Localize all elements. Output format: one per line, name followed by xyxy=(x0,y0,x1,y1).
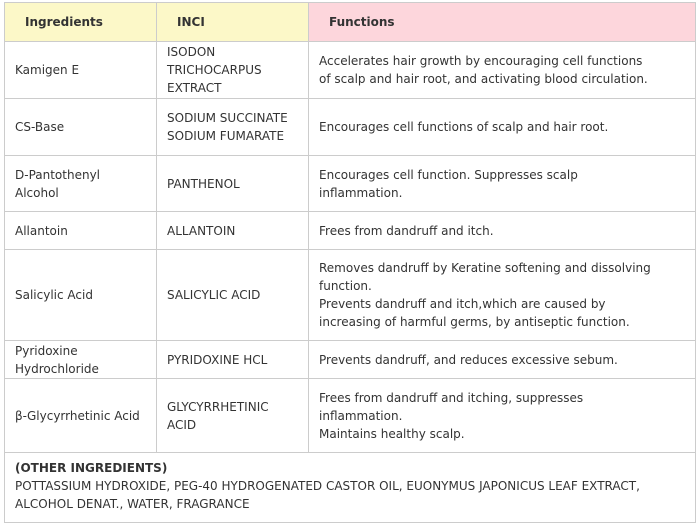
table-row xyxy=(5,212,696,250)
table-row xyxy=(5,99,696,156)
inci-name: PYRIDOXINE HCL xyxy=(157,341,309,379)
ingredient-name: D-Pantothenyl Alcohol xyxy=(5,156,157,212)
ingredient-name: Salicylic Acid xyxy=(5,250,157,341)
inci-name: ALLANTOIN xyxy=(157,212,309,250)
other-ingredients xyxy=(5,453,696,523)
ingredient-name: Allantoin xyxy=(5,212,157,250)
table-row xyxy=(5,250,696,341)
function-text: Frees from dandruff and itching, suppresses inflammation. Maintains healthy scalp. xyxy=(309,379,696,453)
function-text: Accelerates hair growth by encouraging cell functions of scalp and hair root, and activating blood circulation. xyxy=(309,42,696,99)
table-row xyxy=(5,156,696,212)
ingredient-name: CS-Base xyxy=(5,99,157,156)
function-text: Encourages cell functions of scalp and hair root. xyxy=(309,99,696,156)
header-ingredients: Ingredients xyxy=(5,3,157,42)
ingredient-name: β-Glycyrrhetinic Acid xyxy=(5,379,157,453)
inci-name: PANTHENOL xyxy=(157,156,309,212)
other-ingredients-title: (OTHER INGREDIENTS) xyxy=(15,461,168,475)
inci-name: SALICYLIC ACID xyxy=(157,250,309,341)
function-text: Removes dandruff by Keratine softening and dissolving function. Prevents dandruff and itch,which are caused by increasing of harmful germs, by antiseptic function. xyxy=(309,250,696,341)
header-functions: Functions xyxy=(309,3,696,42)
table-row xyxy=(5,379,696,453)
function-text: Prevents dandruff, and reduces excessive sebum. xyxy=(309,341,696,379)
inci-name: SODIUM SUCCINATE SODIUM FUMARATE xyxy=(157,99,309,156)
table-row xyxy=(5,341,696,379)
header-inci: INCI xyxy=(157,3,309,42)
other-ingredients-row xyxy=(5,453,696,523)
ingredient-name: Pyridoxine Hydrochloride xyxy=(5,341,157,379)
function-text: Encourages cell function. Suppresses scalp inflammation. xyxy=(309,156,696,212)
header-row xyxy=(5,3,696,42)
ingredient-name: Kamigen E xyxy=(5,42,157,99)
other-ingredients-line: ALCOHOL DENAT., WATER, FRAGRANCE xyxy=(15,497,250,511)
function-text: Frees from dandruff and itch. xyxy=(309,212,696,250)
table-row xyxy=(5,42,696,99)
ingredients-table xyxy=(4,2,696,523)
inci-name: GLYCYRRHETINIC ACID xyxy=(157,379,309,453)
inci-name: ISODON TRICHOCARPUS EXTRACT xyxy=(157,42,309,99)
other-ingredients-line: POTTASSIUM HYDROXIDE, PEG-40 HYDROGENATED CASTOR OIL, EUONYMUS JAPONICUS LEAF EXTRACT, xyxy=(15,479,640,493)
